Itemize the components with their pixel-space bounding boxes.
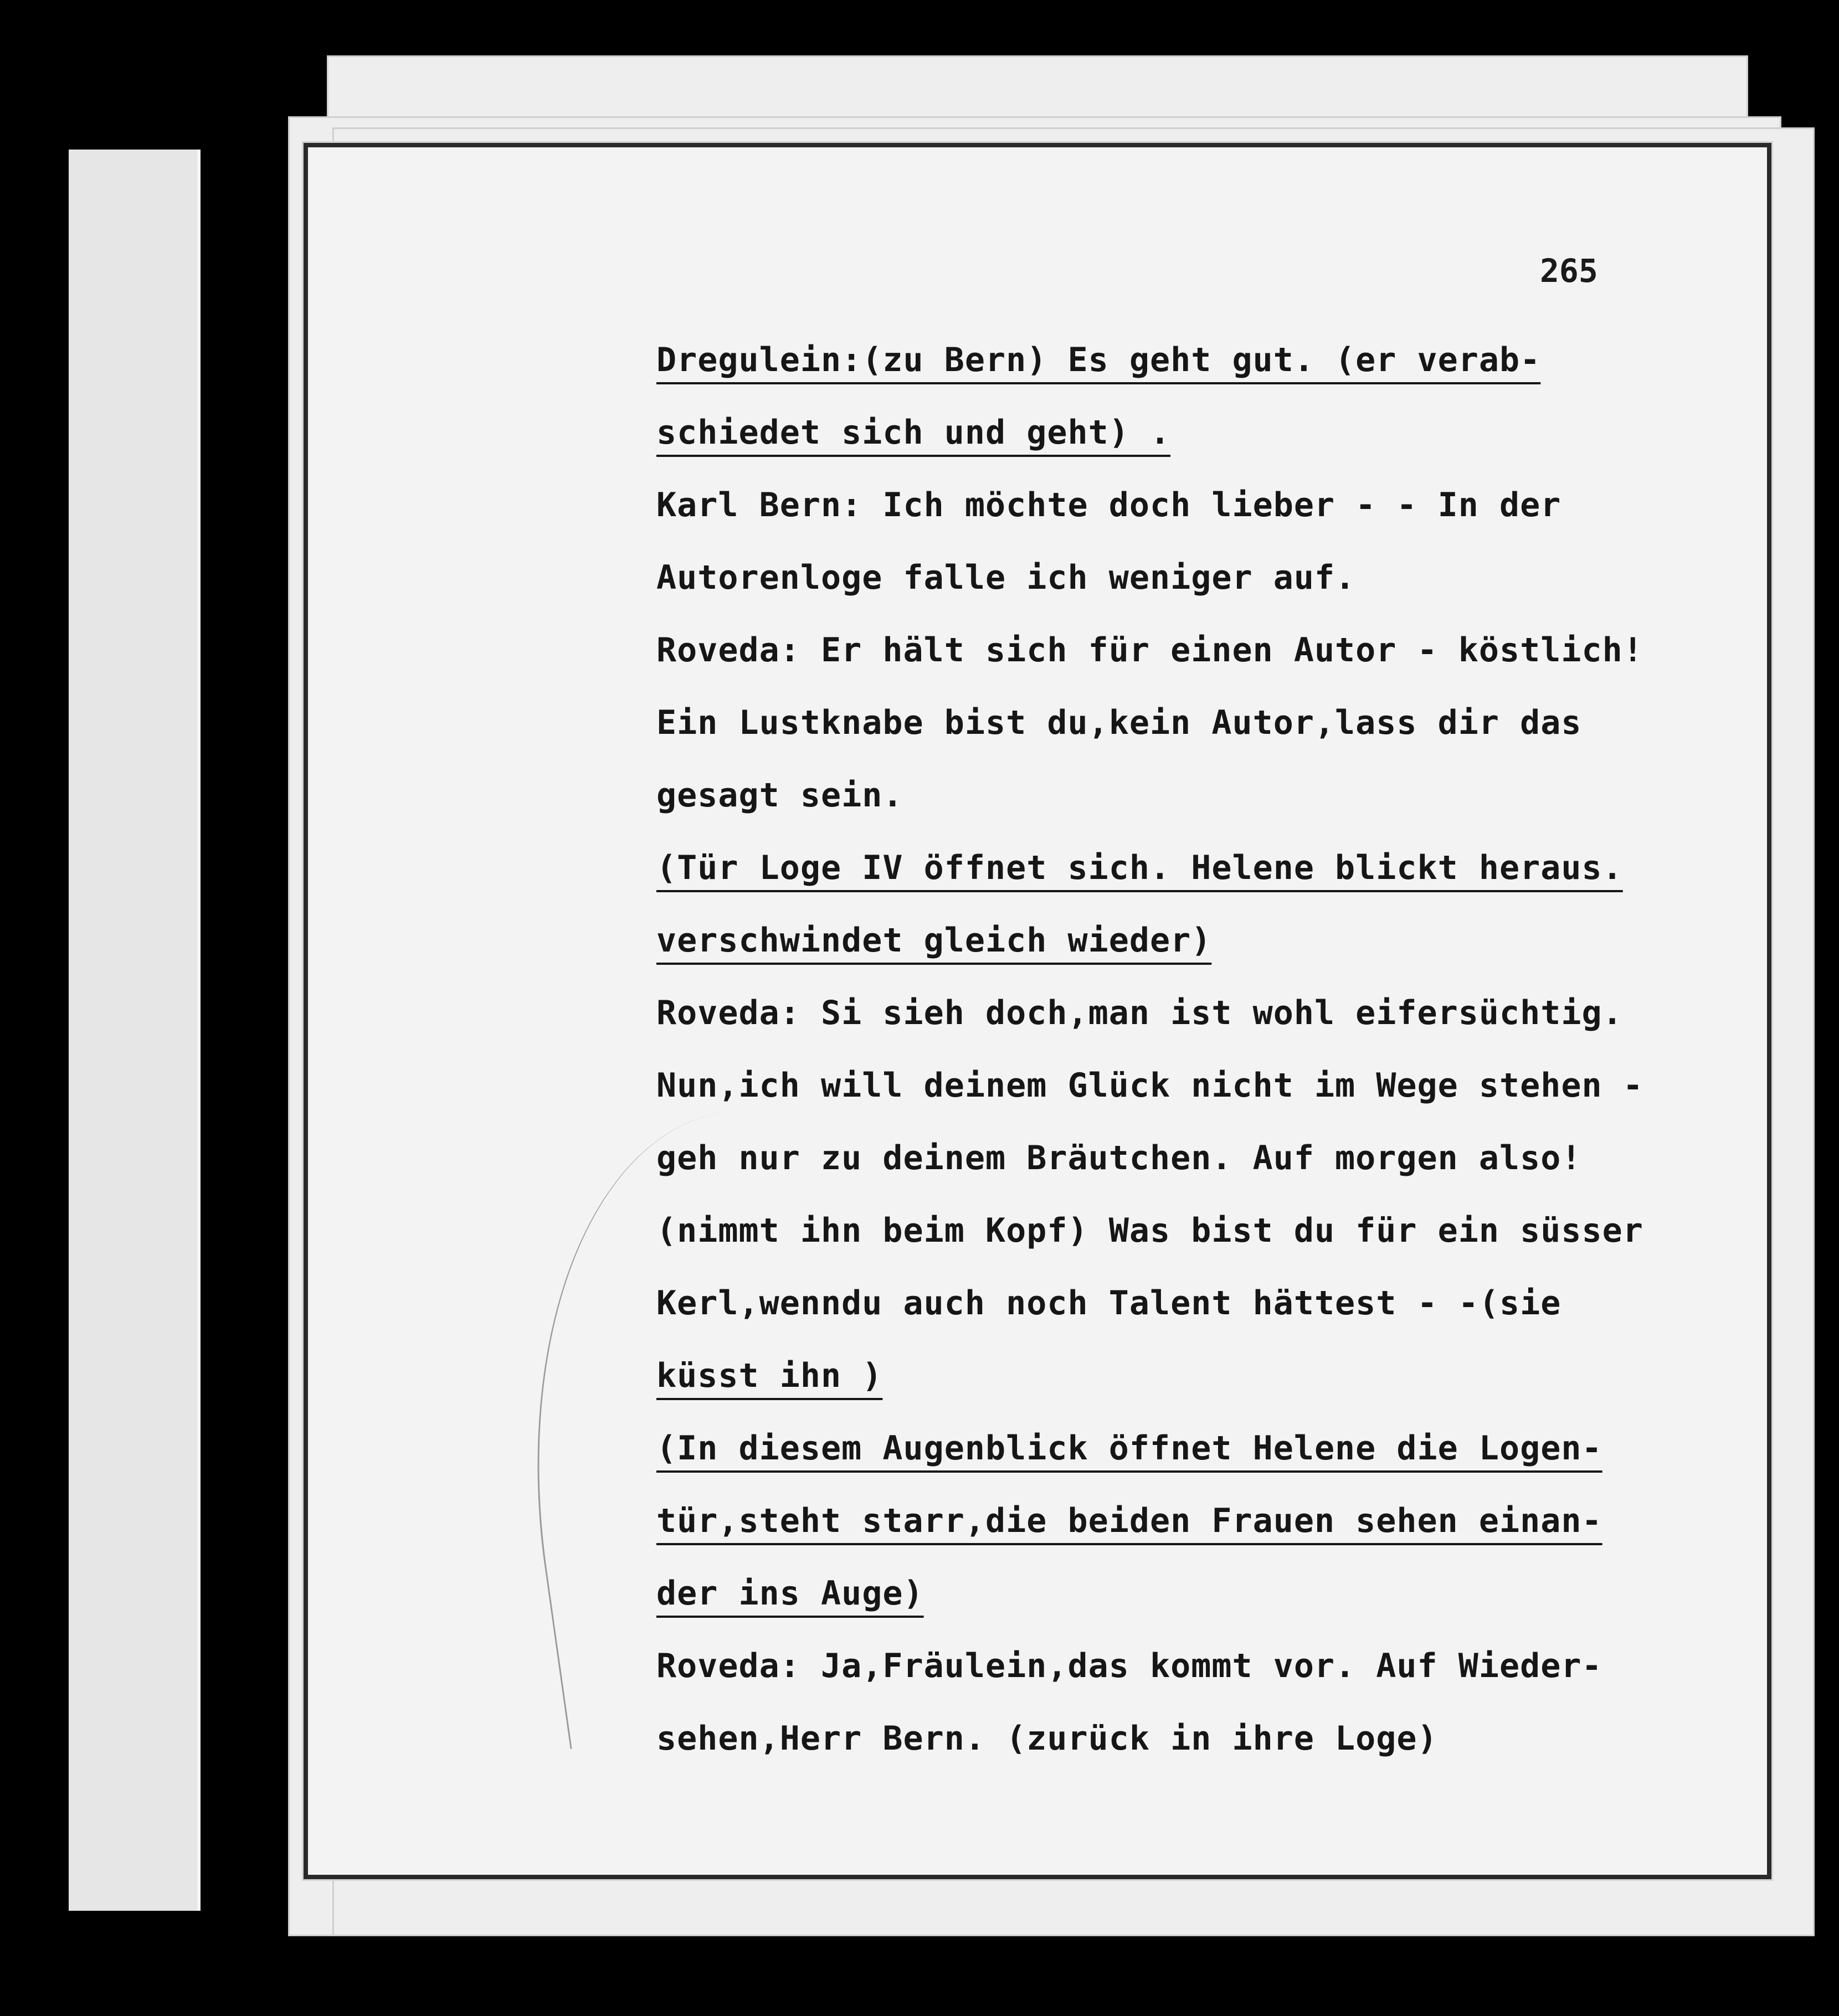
text-line: schiedet sich und geht) . xyxy=(656,413,1171,452)
text-line: Nun,ich will deinem Glück nicht im Wege stehen - xyxy=(656,1066,1643,1105)
text-line: tür,steht starr,die beiden Frauen sehen einan- xyxy=(656,1501,1602,1540)
page-number: 265 xyxy=(1540,252,1598,290)
text-line: Karl Bern: Ich möchte doch lieber - - In der xyxy=(656,486,1561,524)
script-text xyxy=(656,324,1731,1775)
text-line: Roveda: Er hält sich für einen Autor - köstlich! xyxy=(656,631,1643,670)
text-line: verschwindet gleich wieder) xyxy=(656,921,1212,960)
text-line: der ins Auge) xyxy=(656,1574,924,1613)
text-line: (Tür Loge IV öffnet sich. Helene blickt heraus. xyxy=(656,848,1623,887)
text-line: (In diesem Augenblick öffnet Helene die Logen- xyxy=(656,1429,1602,1468)
text-line: Ein Lustknabe bist du,kein Autor,lass dir das xyxy=(656,703,1582,742)
text-line: Kerl,wenndu auch noch Talent hättest - -(sie xyxy=(656,1284,1561,1323)
text-line: Roveda: Ja,Fräulein,das kommt vor. Auf Wieder- xyxy=(656,1647,1602,1685)
text-line: Autorenloge falle ich weniger auf. xyxy=(656,558,1356,597)
text-line: Dregulein:(zu Bern) Es geht gut. (er verab- xyxy=(656,341,1541,379)
text-line: sehen,Herr Bern. (zurück in ihre Loge) xyxy=(656,1719,1438,1758)
text-line: küsst ihn ) xyxy=(656,1356,883,1395)
text-line: geh nur zu deinem Bräutchen. Auf morgen also! xyxy=(656,1139,1582,1177)
paper-strip xyxy=(69,150,201,1911)
text-line: (nimmt ihn beim Kopf) Was bist du für ein süsser xyxy=(656,1211,1643,1250)
text-line: Roveda: Si sieh doch,man ist wohl eifersüchtig. xyxy=(656,994,1623,1032)
text-line: gesagt sein. xyxy=(656,776,903,815)
